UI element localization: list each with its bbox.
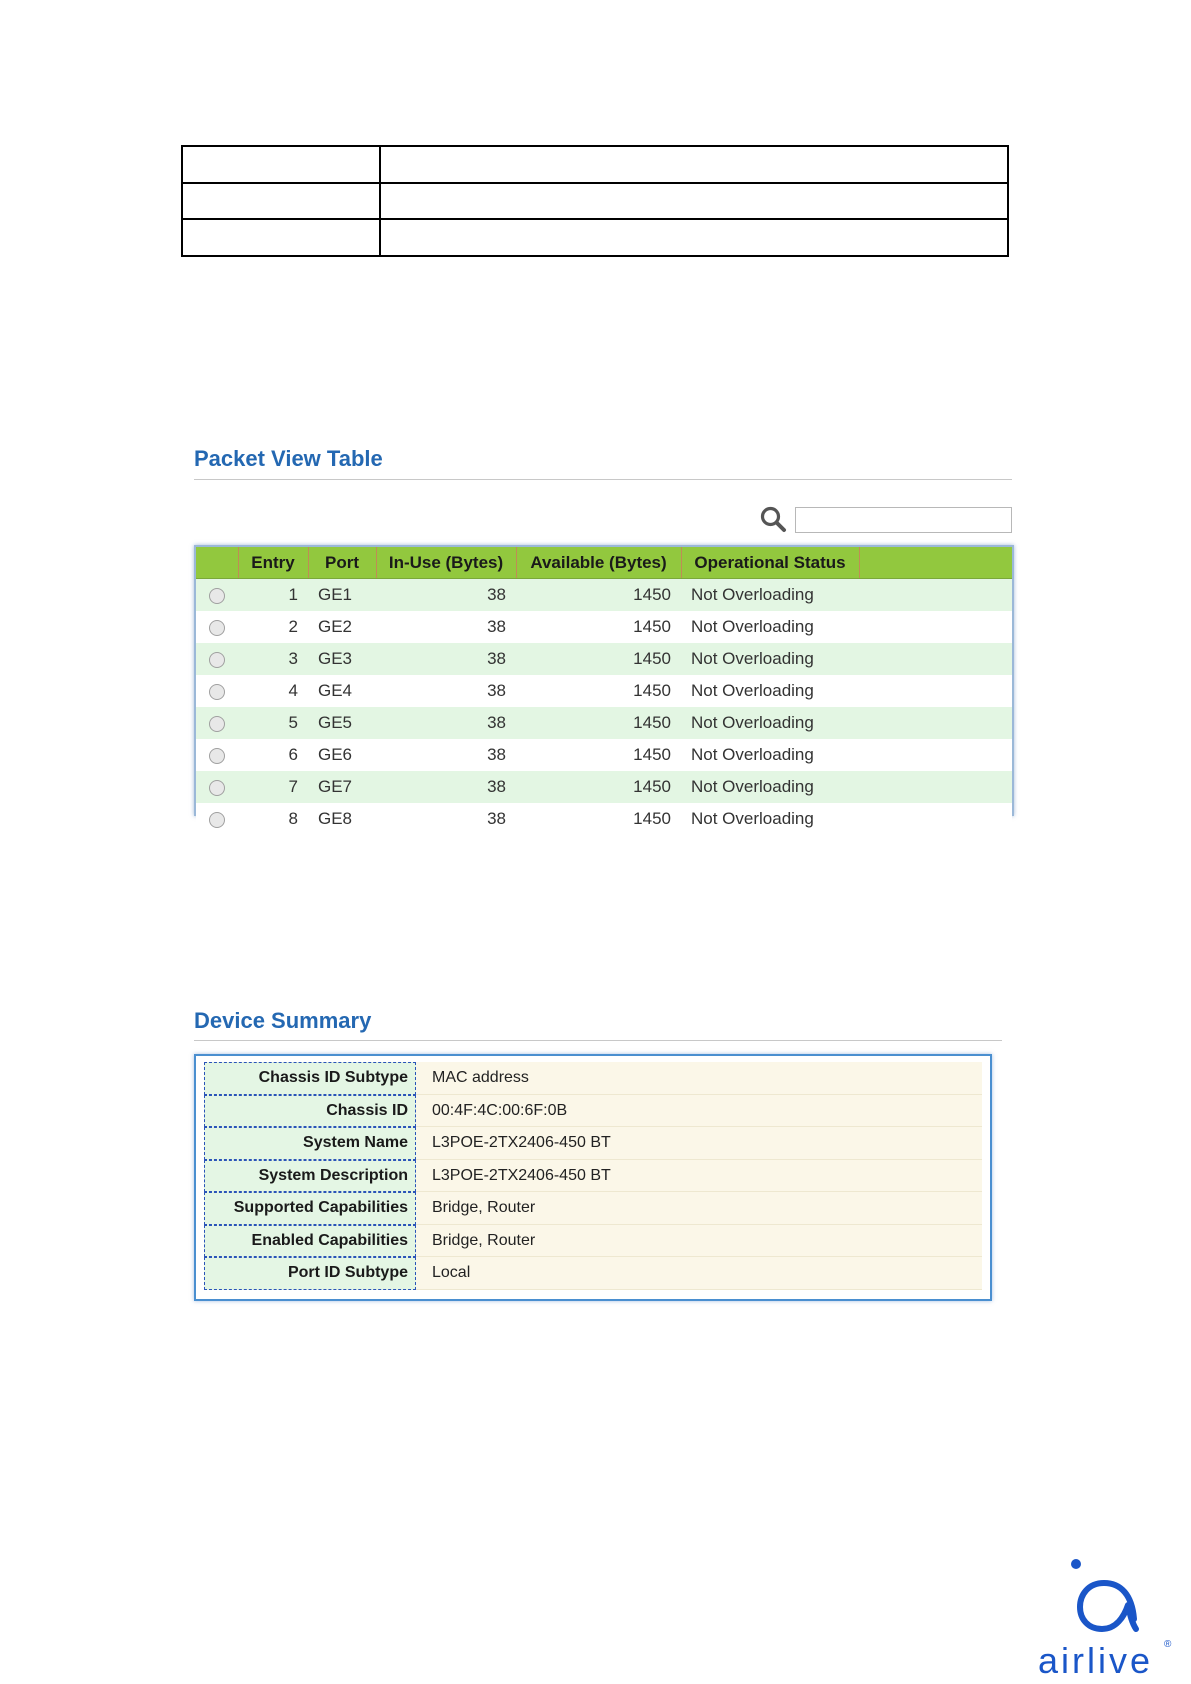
column-header-status[interactable]: Operational Status — [681, 547, 859, 579]
port-cell: GE1 — [308, 579, 376, 612]
summary-row — [204, 1127, 982, 1160]
empty-cell — [182, 219, 380, 256]
radio-button[interactable] — [209, 780, 225, 796]
radio-button[interactable] — [209, 588, 225, 604]
entry-cell: 7 — [238, 771, 308, 803]
empty-table-row — [182, 146, 1008, 183]
logo-registered-mark: ® — [1164, 1639, 1172, 1650]
column-header-filler — [859, 547, 1012, 579]
empty-cell — [182, 146, 380, 183]
logo-swirl-icon — [1080, 1583, 1136, 1629]
logo-text: airlive — [1038, 1640, 1154, 1681]
port-cell: GE2 — [308, 611, 376, 643]
radio-button[interactable] — [209, 812, 225, 828]
row-radio[interactable] — [196, 643, 238, 675]
status-cell: Not Overloading — [681, 675, 859, 707]
available-cell: 1450 — [516, 771, 681, 803]
in-use-cell: 38 — [376, 643, 516, 675]
entry-cell: 8 — [238, 803, 308, 835]
available-cell: 1450 — [516, 707, 681, 739]
row-radio[interactable] — [196, 611, 238, 643]
entry-cell: 1 — [238, 579, 308, 612]
column-header-port[interactable]: Port — [308, 547, 376, 579]
packet-view-title: Packet View Table — [194, 446, 383, 471]
table-row[interactable] — [196, 611, 1012, 643]
filler-cell — [859, 675, 1012, 707]
summary-label: System Description — [204, 1160, 416, 1193]
status-cell: Not Overloading — [681, 803, 859, 835]
packet-view-table-container[interactable] — [194, 545, 1014, 828]
status-cell: Not Overloading — [681, 771, 859, 803]
summary-row — [204, 1225, 982, 1258]
port-cell: GE8 — [308, 803, 376, 835]
column-header-select — [196, 547, 238, 579]
available-cell: 1450 — [516, 643, 681, 675]
packet-view-divider — [194, 479, 1012, 480]
filler-cell — [859, 803, 1012, 835]
in-use-cell: 38 — [376, 707, 516, 739]
table-row[interactable] — [196, 803, 1012, 835]
in-use-cell: 38 — [376, 771, 516, 803]
in-use-cell: 38 — [376, 803, 516, 835]
filler-cell — [859, 643, 1012, 675]
entry-cell: 4 — [238, 675, 308, 707]
radio-button[interactable] — [209, 716, 225, 732]
summary-value: Bridge, Router — [416, 1192, 982, 1225]
device-summary-list — [204, 1062, 982, 1290]
column-header-available[interactable]: Available (Bytes) — [516, 547, 681, 579]
empty-cell — [380, 183, 1008, 220]
radio-button[interactable] — [209, 620, 225, 636]
summary-label: System Name — [204, 1127, 416, 1160]
in-use-cell: 38 — [376, 739, 516, 771]
summary-label: Supported Capabilities — [204, 1192, 416, 1225]
packet-view-table — [196, 547, 1012, 835]
summary-row — [204, 1062, 982, 1095]
available-cell: 1450 — [516, 803, 681, 835]
status-cell: Not Overloading — [681, 643, 859, 675]
available-cell: 1450 — [516, 739, 681, 771]
available-cell: 1450 — [516, 675, 681, 707]
table-row[interactable] — [196, 643, 1012, 675]
table-header-row — [196, 547, 1012, 579]
device-summary-title: Device Summary — [194, 1008, 372, 1033]
table-row[interactable] — [196, 739, 1012, 771]
status-cell: Not Overloading — [681, 579, 859, 612]
table-row[interactable] — [196, 707, 1012, 739]
port-cell: GE3 — [308, 643, 376, 675]
row-radio[interactable] — [196, 803, 238, 835]
radio-button[interactable] — [209, 652, 225, 668]
logo-dot-icon — [1071, 1559, 1081, 1569]
summary-row — [204, 1160, 982, 1193]
entry-cell: 3 — [238, 643, 308, 675]
summary-value: MAC address — [416, 1062, 982, 1095]
status-cell: Not Overloading — [681, 611, 859, 643]
summary-row — [204, 1257, 982, 1290]
entry-cell: 6 — [238, 739, 308, 771]
empty-cell — [380, 219, 1008, 256]
empty-table-row — [182, 219, 1008, 256]
summary-value: L3POE-2TX2406-450 BT — [416, 1160, 982, 1193]
row-radio[interactable] — [196, 739, 238, 771]
status-cell: Not Overloading — [681, 707, 859, 739]
summary-value: L3POE-2TX2406-450 BT — [416, 1127, 982, 1160]
summary-value: Bridge, Router — [416, 1225, 982, 1258]
summary-value: Local — [416, 1257, 982, 1290]
summary-label: Chassis ID Subtype — [204, 1062, 416, 1095]
port-cell: GE4 — [308, 675, 376, 707]
filler-cell — [859, 771, 1012, 803]
row-radio[interactable] — [196, 675, 238, 707]
device-summary-panel — [194, 1054, 992, 1301]
in-use-cell: 38 — [376, 579, 516, 612]
summary-row — [204, 1192, 982, 1225]
table-row[interactable] — [196, 579, 1012, 612]
table-row[interactable] — [196, 771, 1012, 803]
empty-cell — [380, 146, 1008, 183]
summary-label: Enabled Capabilities — [204, 1225, 416, 1258]
empty-table — [181, 145, 1009, 257]
airlive-logo — [1036, 1555, 1176, 1680]
in-use-cell: 38 — [376, 675, 516, 707]
row-radio[interactable] — [196, 771, 238, 803]
empty-cell — [182, 183, 380, 220]
in-use-cell: 38 — [376, 611, 516, 643]
filler-cell — [859, 739, 1012, 771]
device-summary-divider — [194, 1040, 1002, 1041]
status-cell: Not Overloading — [681, 739, 859, 771]
table-row[interactable] — [196, 675, 1012, 707]
search-input[interactable] — [795, 507, 1012, 533]
radio-button[interactable] — [209, 748, 225, 764]
port-cell: GE6 — [308, 739, 376, 771]
radio-button[interactable] — [209, 684, 225, 700]
summary-value: 00:4F:4C:00:6F:0B — [416, 1095, 982, 1128]
search-icon[interactable] — [759, 505, 787, 533]
filler-cell — [859, 707, 1012, 739]
filler-cell — [859, 611, 1012, 643]
filler-cell — [859, 579, 1012, 612]
entry-cell: 5 — [238, 707, 308, 739]
row-radio[interactable] — [196, 707, 238, 739]
summary-row — [204, 1095, 982, 1128]
port-cell: GE7 — [308, 771, 376, 803]
summary-label: Chassis ID — [204, 1095, 416, 1128]
column-header-in-use[interactable]: In-Use (Bytes) — [376, 547, 516, 579]
row-radio[interactable] — [196, 579, 238, 612]
entry-cell: 2 — [238, 611, 308, 643]
port-cell: GE5 — [308, 707, 376, 739]
column-header-entry[interactable]: Entry — [238, 547, 308, 579]
available-cell: 1450 — [516, 579, 681, 612]
available-cell: 1450 — [516, 611, 681, 643]
summary-label: Port ID Subtype — [204, 1257, 416, 1290]
empty-table-row — [182, 183, 1008, 220]
